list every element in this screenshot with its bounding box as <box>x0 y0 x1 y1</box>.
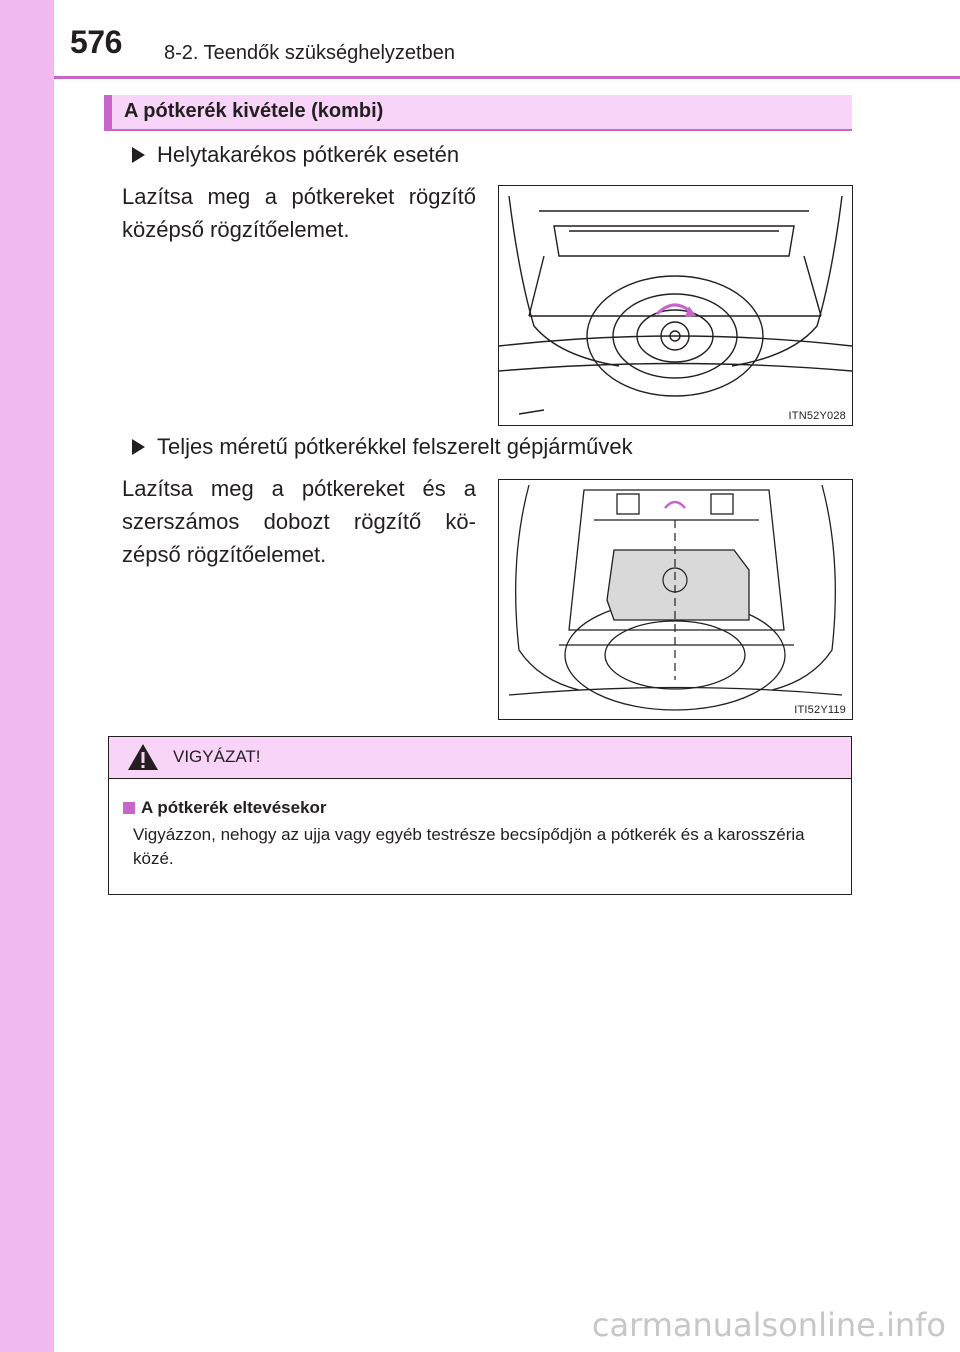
figure-spare-tire-fullsize <box>498 479 853 720</box>
bullet-text-2: Teljes méretű pótkerékkel felszerelt gépjárművek <box>157 434 633 459</box>
square-bullet-icon <box>123 802 135 814</box>
trunk-compact-illustration <box>499 186 852 425</box>
watermark: carmanualsonline.info <box>591 1306 946 1344</box>
trunk-fullsize-illustration <box>499 480 852 719</box>
bullet-item-2 <box>132 434 633 460</box>
triangle-bullet-icon <box>132 147 145 163</box>
section-accent <box>104 95 112 131</box>
triangle-bullet-icon <box>132 439 145 455</box>
figure-label-2: ITI52Y119 <box>794 704 846 716</box>
warning-title: VIGYÁZAT! <box>173 747 261 766</box>
section-header <box>104 95 852 131</box>
section-title: A pótkerék kivétele (kombi) <box>124 100 384 122</box>
bullet-text-1: Helytakarékos pótkerék esetén <box>157 142 460 167</box>
warning-triangle-icon <box>127 743 159 771</box>
warning-subtitle <box>123 798 327 818</box>
side-color-bar <box>0 0 54 1352</box>
chapter-title: 8-2. Teendők szükséghelyzetben <box>164 42 455 64</box>
warning-box <box>108 736 852 895</box>
warning-text: Vigyázzon, nehogy az ujja vagy egyéb testrésze becsípődjön a pótkerék és a karosszéria közé. <box>133 825 805 868</box>
page-number: 576 <box>70 24 122 60</box>
figure-label-1: ITN52Y028 <box>788 410 846 422</box>
warning-header <box>109 737 851 779</box>
warning-subtitle-text: A pótkerék eltevésekor <box>141 798 327 817</box>
instruction-2: Lazítsa meg a pótkereket és a szerszámos dobozt rögzítő kö-zépső rögzítőelemet. <box>122 476 476 567</box>
figure-spare-tire-compact <box>498 185 853 426</box>
bullet-item-1 <box>132 142 459 168</box>
instruction-1: Lazítsa meg a pótkereket rögzítő középső rögzítőelemet. <box>122 184 476 242</box>
header-rule <box>54 76 960 79</box>
